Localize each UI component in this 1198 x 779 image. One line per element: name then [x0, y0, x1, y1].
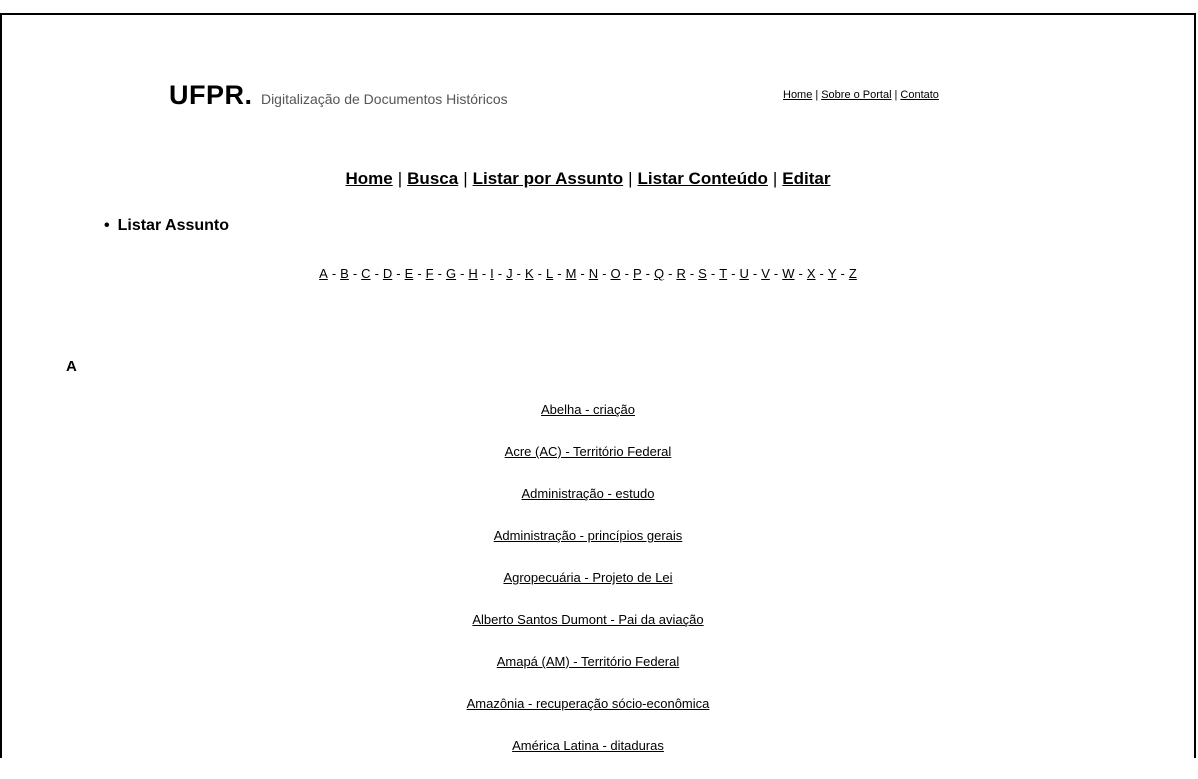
top-link-home[interactable]: Home: [783, 89, 813, 101]
site-logo: UFPR.: [169, 80, 253, 110]
alphabet-separator: -: [516, 266, 521, 281]
alphabet-link-h[interactable]: H: [468, 266, 478, 281]
alphabet-separator: -: [645, 266, 650, 281]
alphabet-separator: -: [537, 266, 542, 281]
nav-list-by-subject[interactable]: Listar por Assunto: [472, 169, 624, 188]
alphabet-separator: -: [602, 266, 607, 281]
alphabet-link-v[interactable]: V: [761, 266, 770, 281]
alphabet-separator: -: [731, 266, 736, 281]
bullet-icon: •: [104, 217, 110, 234]
list-item: [0, 443, 1176, 485]
list-item: [0, 695, 1176, 737]
section-heading: [104, 217, 229, 235]
alphabet-separator: -: [331, 266, 337, 281]
list-item: [0, 653, 1176, 695]
subject-link[interactable]: Administração - princípios gerais: [493, 528, 683, 543]
alphabet-separator: -: [396, 266, 401, 281]
subject-link[interactable]: Alberto Santos Dumont - Pai da aviação: [472, 612, 704, 627]
alphabet-link-n[interactable]: N: [588, 266, 599, 281]
alphabet-separator: -: [798, 266, 803, 281]
alphabet-separator: -: [352, 266, 358, 281]
list-item: [0, 611, 1176, 653]
subject-link[interactable]: Acre (AC) - Território Federal: [504, 444, 672, 459]
alphabet-link-r[interactable]: R: [676, 266, 686, 281]
subject-link[interactable]: Administração - estudo: [521, 486, 655, 501]
top-link-contact[interactable]: Contato: [900, 89, 939, 101]
alphabet-separator: -: [624, 266, 629, 281]
alphabet-link-y[interactable]: Y: [827, 266, 837, 281]
alphabet-link-d[interactable]: D: [382, 266, 393, 281]
section-title: Listar Assunto: [117, 217, 230, 234]
alphabet-separator: -: [417, 266, 422, 281]
alphabet-separator: -: [840, 266, 845, 281]
top-link-about[interactable]: Sobre o Portal: [821, 89, 892, 101]
alphabet-separator: -: [752, 266, 758, 281]
alphabet-separator: -: [374, 266, 379, 281]
alphabet-link-m[interactable]: M: [565, 266, 577, 281]
alphabet-link-t[interactable]: T: [719, 266, 728, 281]
alphabet-separator: -: [819, 266, 824, 281]
nav-edit[interactable]: Editar: [782, 169, 831, 188]
site-tagline: Digitalização de Documentos Históricos: [260, 91, 508, 107]
alphabet-link-z[interactable]: Z: [848, 266, 857, 281]
alphabet-link-l[interactable]: L: [545, 266, 554, 281]
alphabet-separator: -: [437, 266, 442, 281]
site-branding: [169, 80, 508, 111]
alphabet-link-k[interactable]: K: [524, 266, 534, 281]
list-item: [0, 485, 1176, 527]
alphabet-link-f[interactable]: F: [425, 266, 434, 281]
list-item: [0, 401, 1176, 443]
alphabet-link-s[interactable]: S: [698, 266, 707, 281]
list-item: [0, 737, 1176, 779]
current-letter-heading: A: [66, 358, 77, 375]
subject-link[interactable]: Abelha - criação: [541, 402, 635, 417]
nav-list-content[interactable]: Listar Conteúdo: [637, 169, 768, 188]
alphabet-separator: -: [689, 266, 695, 281]
alphabet-link-g[interactable]: G: [445, 266, 457, 281]
subject-list: [0, 401, 1176, 779]
subject-link[interactable]: Amapá (AM) - Território Federal: [496, 654, 680, 669]
subject-link[interactable]: Amazônia - recuperação sócio-econômica: [466, 696, 710, 711]
alphabet-separator: -: [557, 266, 562, 281]
alphabet-separator: -: [460, 266, 465, 281]
list-item: [0, 569, 1176, 611]
alphabet-link-b[interactable]: B: [340, 266, 349, 281]
alphabet-separator: -: [580, 266, 585, 281]
alphabet-separator: -: [773, 266, 779, 281]
alphabet-link-o[interactable]: O: [610, 266, 621, 281]
alphabet-link-w[interactable]: W: [782, 266, 795, 281]
nav-home[interactable]: Home: [345, 169, 393, 188]
subject-link[interactable]: Agropecuária - Projeto de Lei: [503, 570, 673, 585]
alphabet-link-e[interactable]: E: [404, 266, 414, 281]
alphabet-link-u[interactable]: U: [739, 266, 749, 281]
alphabet-link-p[interactable]: P: [632, 266, 642, 281]
alphabet-link-j[interactable]: J: [506, 266, 513, 281]
alphabet-link-c[interactable]: C: [361, 266, 371, 281]
top-links: Home | Sobre o Portal | Contato: [783, 89, 939, 101]
alphabet-link-a[interactable]: A: [319, 266, 328, 281]
alphabet-separator: -: [710, 266, 716, 281]
alphabet-link-x[interactable]: X: [806, 266, 816, 281]
alphabet-separator: -: [668, 266, 673, 281]
alphabet-index: [0, 266, 1176, 281]
alphabet-link-i[interactable]: I: [490, 266, 494, 281]
alphabet-link-q[interactable]: Q: [653, 266, 665, 281]
alphabet-separator: -: [481, 266, 487, 281]
main-nav: Home | Busca | Listar por Assunto | Listar Conteúdo | Editar: [345, 169, 831, 188]
list-item: [0, 527, 1176, 569]
nav-search[interactable]: Busca: [407, 169, 459, 188]
subject-link[interactable]: América Latina - ditaduras: [512, 738, 664, 753]
alphabet-separator: -: [497, 266, 503, 281]
